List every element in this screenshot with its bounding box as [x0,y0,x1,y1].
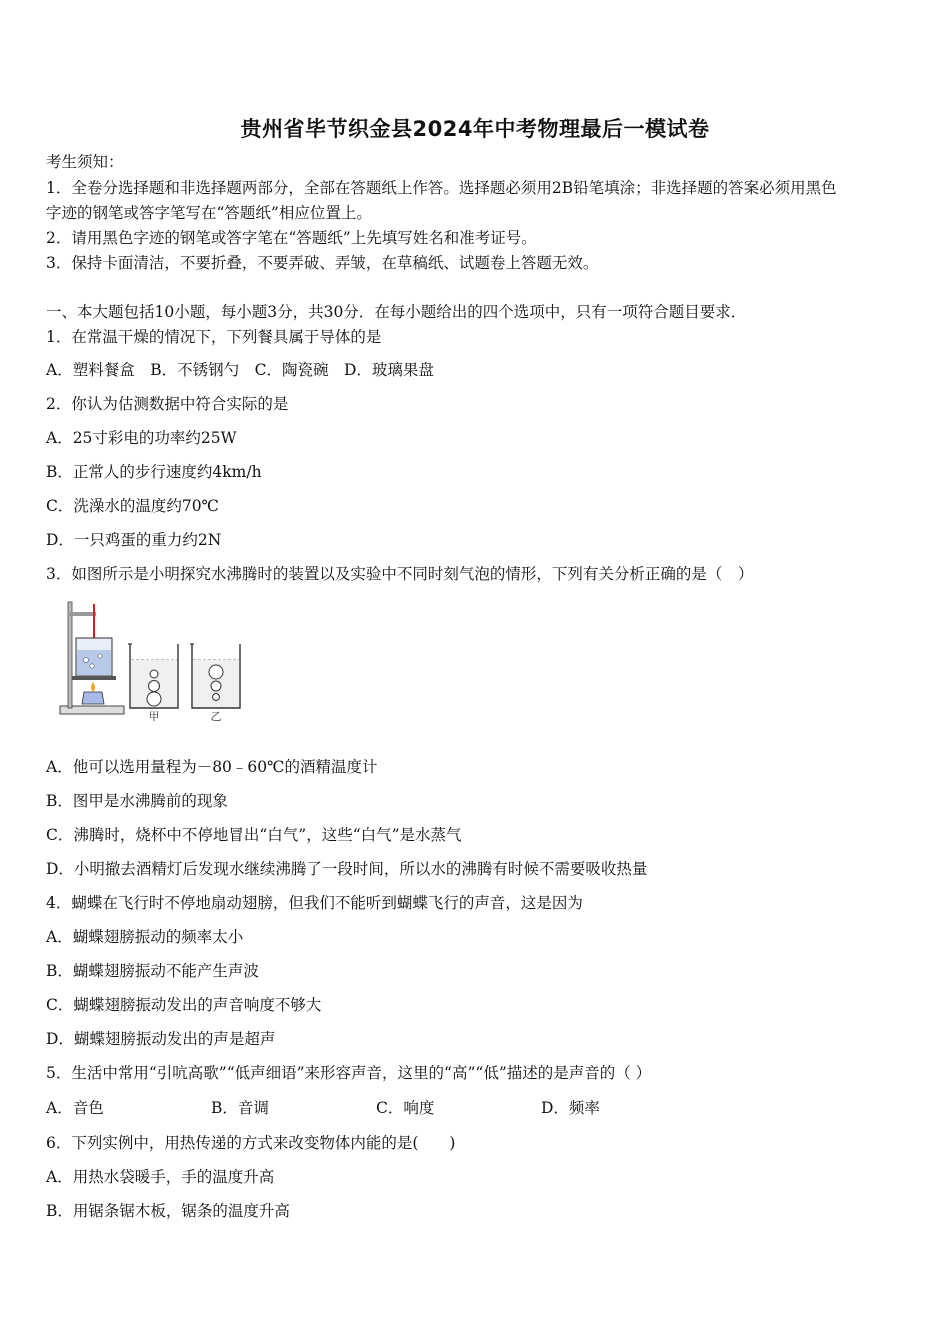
notice-item-3: 3．保持卡面清洁，不要折叠，不要弄破、弄皱，在草稿纸、试题卷上答题无效。 [46,254,599,272]
section-heading: 一、本大题包括10小题，每小题3分，共30分．在每小题给出的四个选项中，只有一项符合题目要求． [46,303,747,321]
question-3-option-d: D．小明撤去酒精灯后发现水继续沸腾了一段时间，所以水的沸腾有时候不需要吸收热量 [46,860,648,878]
question-3-option-c: C．沸腾时，烧杯中不停地冒出“白气”，这些“白气”是水蒸气 [46,826,462,844]
question-2-option-d: D．一只鸡蛋的重力约2N [46,531,222,549]
question-5-option-a: A．音色 [46,1099,104,1117]
question-5-option-c: C．响度 [376,1099,435,1117]
question-4-option-b: B．蝴蝶翅膀振动不能产生声波 [46,962,259,980]
question-4-option-c: C．蝴蝶翅膀振动发出的声音响度不够大 [46,996,322,1014]
question-6-stem: 6．下列实例中，用热传递的方式来改变物体内能的是( ) [46,1134,456,1152]
question-6-option-a: A．用热水袋暖手，手的温度升高 [46,1168,275,1186]
page-title: 贵州省毕节织金县2024年中考物理最后一模试卷 [240,117,710,141]
boiling-experiment-figure [56,598,256,722]
notice-heading: 考生须知： [46,153,124,171]
question-2-stem: 2．你认为估测数据中符合实际的是 [46,395,289,413]
question-5-option-d: D．频率 [541,1099,600,1117]
question-6-option-b: B．用锯条锯木板，锯条的温度升高 [46,1202,290,1220]
question-5-option-b: B．音调 [211,1099,269,1117]
question-2-option-c: C．洗澡水的温度约70℃ [46,497,219,515]
question-1-options: A．塑料餐盒 B．不锈钢勺 C．陶瓷碗 D．玻璃果盘 [46,361,434,379]
question-5-options [46,1098,600,1118]
question-2-option-a: A．25寸彩电的功率约25W [46,429,237,447]
figure-label-yi: 乙 [210,710,222,722]
question-4-option-a: A．蝴蝶翅膀振动的频率太小 [46,928,244,946]
boiling-apparatus-diagram [56,598,256,722]
question-4-option-d: D．蝴蝶翅膀振动发出的声是超声 [46,1030,276,1048]
question-3-option-b: B．图甲是水沸腾前的现象 [46,792,228,810]
question-5-stem: 5．生活中常用“引吭高歌”“低声细语”来形容声音，这里的“高”“低”描述的是声音的（ ） [46,1064,652,1082]
question-3-stem: 3．如图所示是小明探究水沸腾时的装置以及实验中不同时刻气泡的情形，下列有关分析正确的是（ ） [46,565,754,583]
question-3-option-a: A．他可以选用量程为－80﹣60℃的酒精温度计 [46,758,378,776]
question-2-option-b: B．正常人的步行速度约4km/h [46,463,262,481]
notice-item-1-line-1: 1．全卷分选择题和非选择题两部分，全部在答题纸上作答。选择题必须用2B铅笔填涂；非选择题的答案必须用黑色 [46,179,837,197]
question-1-stem: 1．在常温干燥的情况下，下列餐具属于导体的是 [46,328,382,346]
question-4-stem: 4．蝴蝶在飞行时不停地扇动翅膀，但我们不能听到蝴蝶飞行的声音，这是因为 [46,894,583,912]
figure-label-jia: 甲 [148,710,160,722]
notice-item-1-line-2: 字迹的钢笔或答字笔写在“答题纸”相应位置上。 [46,204,372,222]
notice-item-2: 2．请用黑色字迹的钢笔或答字笔在“答题纸”上先填写姓名和准考证号。 [46,229,537,247]
